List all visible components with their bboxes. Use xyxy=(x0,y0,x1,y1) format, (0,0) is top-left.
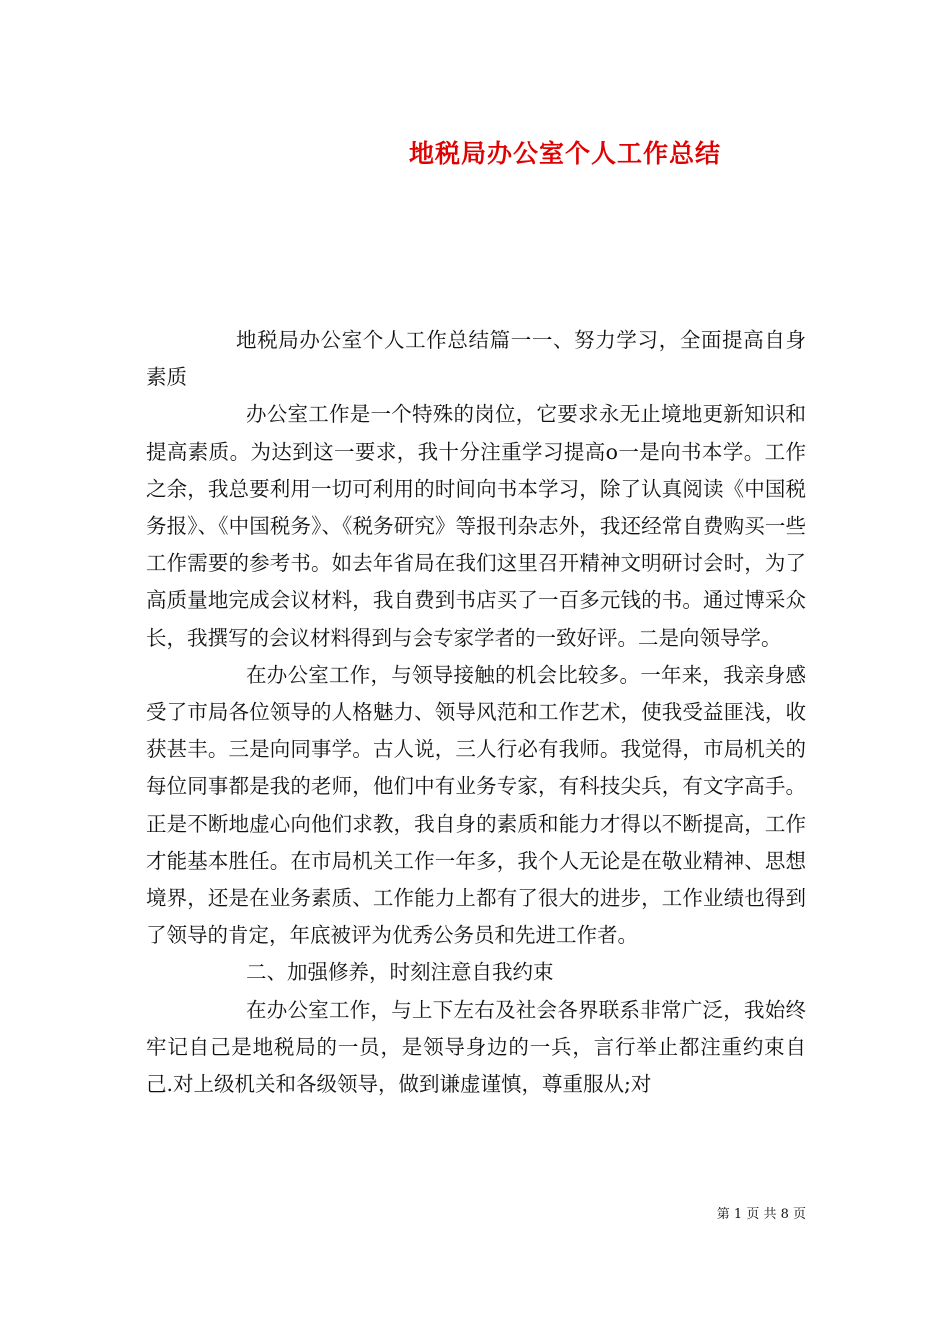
paragraph-study-books: 办公室工作是一个特殊的岗位，它要求永无止境地更新知识和提高素质。为达到这一要求，我十分注重学习提高ο一是向书本学。工作之余，我总要利用一切可利用的时间向书本学习，除了认真阅读《中国税务报》、《中国税务》、《税务研究》等报刊杂志外，我还经常自费购买一些工作需要的参考书。如去年省局在我们这里召开精神文明研讨会时，为了高质量地完成会议材料，我自费到书店买了一百多元钱的书。通过博采众长，我撰写的会议材料得到与会专家学者的一致好评。二是向领导学。 xyxy=(146,402,806,650)
paragraph-self-discipline: 在办公室工作，与上下左右及社会各界联系非常广泛，我始终牢记自己是地税局的一员，是领导身边的一兵，言行举止都注重约束自己.对上级机关和各级领导，做到谦虚谨慎，尊重服从;对 xyxy=(146,997,806,1097)
document-title: 地税局办公室个人工作总结 xyxy=(408,139,721,168)
page-number-footer: 第 1 页 共 8 页 xyxy=(716,1207,806,1222)
document-body xyxy=(146,322,806,1103)
paragraph-section-two-heading: 二、加强修养，时刻注意自我约束 xyxy=(246,960,554,985)
paragraph-study-leaders-colleagues: 在办公室工作，与领导接触的机会比较多。一年来，我亲身感受了市局各位领导的人格魅力、领导风范和工作艺术，使我受益匪浅，收获甚丰。三是向同事学。古人说，三人行必有我师。我觉得，市局机关的每位同事都是我的老师，他们中有业务专家，有科技尖兵，有文字高手。正是不断地虚心向他们求教，我自身的素质和能力才得以不断提高，工作才能基本胜任。在市局机关工作一年多，我个人无论是在敬业精神、思想境界，还是在业务素质、工作能力上都有了很大的进步，工作业绩也得到了领导的肯定，年底被评为优秀公务员和先进工作者。 xyxy=(146,662,806,948)
paragraph-section-one-heading: 地税局办公室个人工作总结篇一一、努力学习，全面提高自身素质 xyxy=(146,328,806,390)
